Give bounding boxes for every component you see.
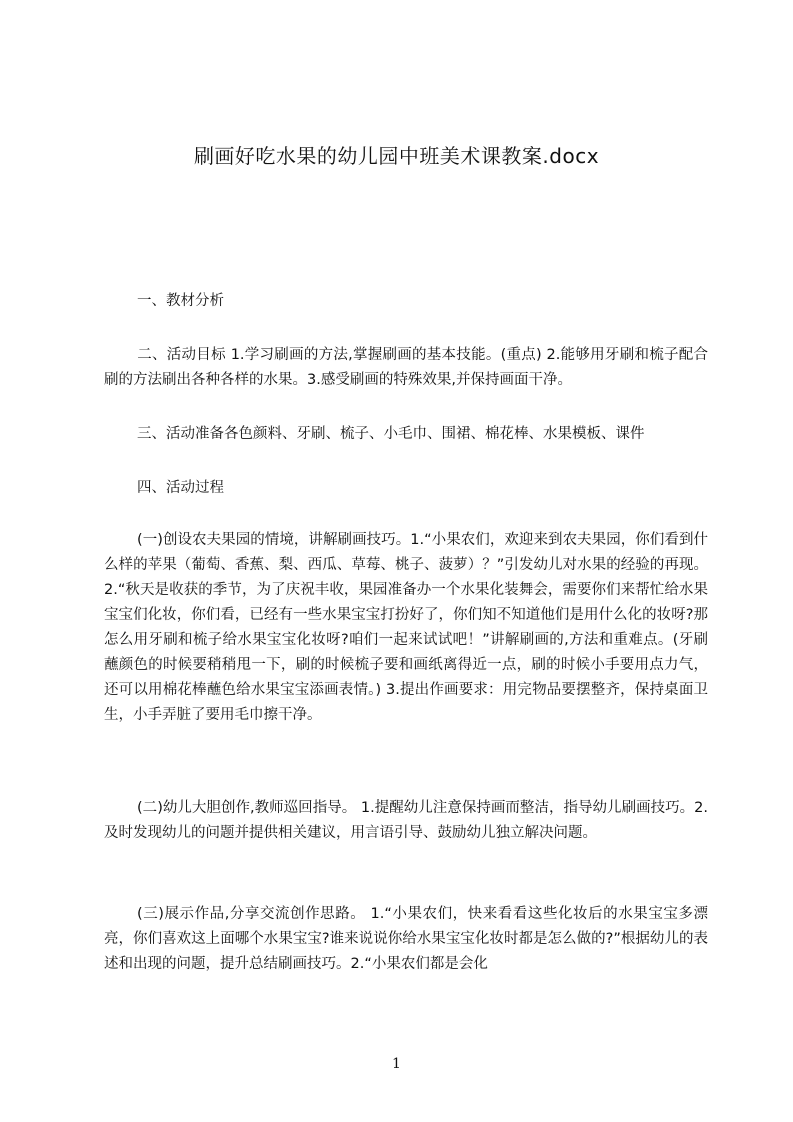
paragraph-process-step-1	[104, 528, 708, 728]
paragraph-objectives	[104, 343, 708, 393]
paragraph-process-step-3	[104, 902, 708, 977]
paragraph-process-step-2	[104, 796, 708, 846]
section-heading-process: 四、活动过程	[137, 480, 224, 496]
page-number: 1	[392, 1056, 401, 1072]
paragraph-process-step-3-text: (三)展示作品,分享交流创作思路。 1.“小果农们，快来看看这些化妆后的水果宝宝多漂亮，你们喜欢这上面哪个水果宝宝?谁来说说你给水果宝宝化妆时都是怎么做的?”根据幼儿的表述和出现的问题，提升总结刷画技巧。2.“小果农们都是会化	[104, 906, 708, 972]
paragraph-process-step-2-text: (二)幼儿大胆创作,教师巡回指导。 1.提醒幼儿注意保持画而整洁，指导幼儿刷画技巧。2.及时发现幼儿的问题并提供相关建议，用言语引导、鼓励幼儿独立解决问题。	[104, 800, 708, 841]
paragraph-objectives-text: 二、活动目标 1.学习刷画的方法,掌握刷画的基本技能。(重点) 2.能够用牙刷和梳子配合刷的方法刷出各种各样的水果。3.感受刷画的特殊效果,并保持画面干净。	[104, 347, 708, 388]
section-heading-analysis: 一、教材分析	[137, 293, 224, 309]
document-title: 刷画好吃水果的幼儿园中班美术课教案.docx	[193, 144, 600, 168]
section-heading-preparation: 三、活动准备各色颜料、牙刷、梳子、小毛巾、围裙、棉花棒、水果模板、课件	[137, 426, 645, 442]
paragraph-process-step-1-text: (一)创设农夫果园的情境，讲解刷画技巧。1.“小果农们，欢迎来到农夫果园，你们看到什么样的苹果（葡萄、香蕉、梨、西瓜、草莓、桃子、菠萝）？”引发幼儿对水果的经验的再现。2.“秋天是收获的季节，为了庆祝丰收，果园准备办一个水果化装舞会，需要你们来帮忙给水果宝宝们化妆，你们看，已经有一些水果宝宝打扮好了，你们知不知道他们是用什么化的妆呀?那怎么用牙刷和梳子给水果宝宝化妆呀?咱们一起来试试吧！”讲解刷画的,方法和重难点。(牙刷蘸颜色的时候要稍稍甩一下，刷的时候梳子要和画纸离得近一点，刷的时候小手要用点力气，还可以用棉花棒蘸色给水果宝宝添画表情。) 3.提出作画要求：用完物品要摆整齐，保持桌面卫生，小手弄脏了要用毛巾擦干净。	[104, 532, 708, 723]
